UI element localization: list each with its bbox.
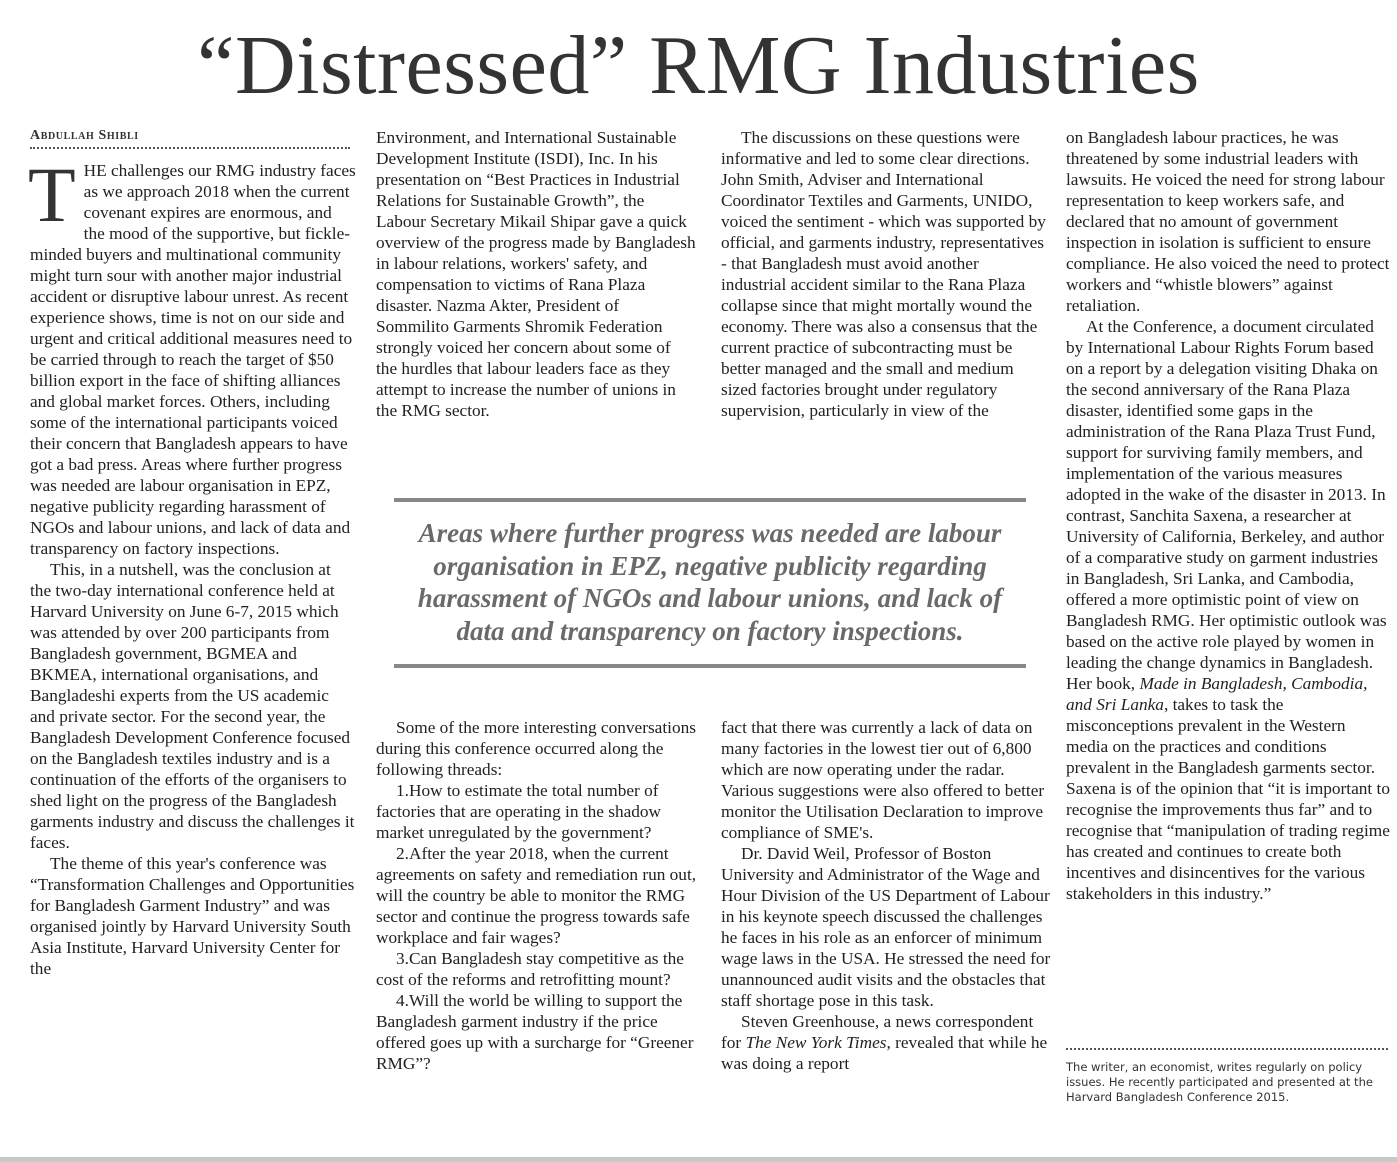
col4-paragraph-2 [1066,316,1392,904]
pull-quote: Areas where further progress was needed are labour organisation in EPZ, negative publicity regarding harassment of NGOs and labour unions, and lack of data and transparency on factory inspections. [394,498,1026,668]
col2-bottom-question-4: 4.Will the world be willing to support the Bangladesh garment industry if the price offered goes up with a surcharge for “Greener RMG”? [376,991,694,1073]
col2-bottom-question-1: 1.How to estimate the total number of factories that are operating in the shadow market unregulated by the government? [376,781,662,842]
column-4 [1066,127,1392,904]
col4-paragraph-1: on Bangladesh labour practices, he was threatened by some industrial leaders with lawsuits. He voiced the need for strong labour representation to keep workers safe, and declared that no amount of government inspection in isolation is sufficient to ensure compliance. He also voiced the need to protect workers and “whistle blowers” against retaliation. [1066,128,1390,315]
headline: “Distressed” RMG Industries [197,19,1200,112]
col4-paragraph-2-a: At the Conference, a document circulated by International Labour Rights Forum based on a report by a delegation visiting Dhaka on the second anniversary of the Rana Plaza disaster, identified some gaps in the administration of the Rana Plaza Trust Fund, support for surviving family members, and implementation of the various measures adopted in the wake of the disaster in 2013. In contrast, Sanchita Saxena, a researcher at University of California, Berkeley, and author of a comparative study on garment industries in Bangladesh, Sri Lanka, and Cambodia, offered a more optimistic point of view on Bangladesh RMG. Her optimistic outlook was based on the active role played by women in leading the change dynamics in Bangladesh. Her book, [1066,317,1387,693]
col3-bottom-paragraph-2: Dr. David Weil, Professor of Boston University and Administrator of the Wage and Hour Division of the US Department of Labour in his keynote speech discussed the challenges he faces in his role as an enforcer of minimum wage laws in the USA. He stressed the need for unannounced audit visits and the obstacles that staff shortage pose in this task. [721,844,1051,1010]
drop-cap: T [28,151,76,238]
col2-bottom-question-2: 2.After the year 2018, when the current agreements on safety and remediation run out, will the country be able to monitor the RMG sector and continue the progress towards safe workplace and fair wages? [376,844,697,947]
column-3-bottom [721,717,1051,1074]
bottom-border [0,1157,1397,1162]
col2-bottom-question-3: 3.Can Bangladesh stay competitive as the cost of the reforms and retrofitting mount? [376,949,684,989]
column-2-bottom [376,717,702,1074]
col3-top-paragraph-1: The discussions on these questions were informative and led to some clear directions. John Smith, Adviser and International Coordinator Textiles and Garments, UNIDO, voiced the sentiment - which was supported by official, and garments industry, representatives - that Bangladesh must avoid another industrial accident similar to the Rana Plaza collapse since that might mortally wound the economy. There was also a consensus that the current practice of subcontracting must be better managed and the small and medium sized factories brought under regulatory supervision, particularly in view of the [721,128,1046,420]
publication-name: The New York Times [745,1033,887,1052]
col2-top-paragraph-1: Environment, and International Sustainable Development Institute (ISDI), Inc. In his presentation on “Best Practices in Industrial Relations for Sustainable Growth”, the Labour Secretary Mikail Shipar gave a quick overview of the progress made by Bangladesh in labour relations, workers' safety, and compensation to victims of Rana Plaza disaster. Nazma Akter, President of Sommilito Garments Shromik Federation strongly voiced her concern about some of the hurdles that labour leaders face as they attempt to increase the number of unions in the RMG sector. [376,128,696,420]
col3-bottom-paragraph-3 [721,1011,1051,1074]
col1-paragraph-3: The theme of this year's conference was “Transformation Challenges and Opportunities for Bangladesh Garment Industry” and was organised jointly by Harvard University South Asia Institute, Harvard University Center for the [30,854,355,978]
column-3-top [721,127,1047,421]
col2-bottom-paragraph-1: Some of the more interesting conversations during this conference occurred along the following threads: [376,718,696,779]
col1-paragraph-2: This, in a nutshell, was the conclusion at the two-day international conference held at Harvard University on June 6-7, 2015 which was attended by over 200 participants from Bangladesh government, BGMEA and BKMEA, international organisations, and Bangladeshi experts from the US academic and private sector. For the second year, the Bangladesh Development Conference focused on the Bangladesh textiles industry and is a continuation of the efforts of the organisers to shed light on the progress of the Bangladesh garments industry and discuss the challenges it faces. [30,560,355,852]
book-title: Made in Bangladesh, Cambodia, and Sri Lanka [1066,674,1368,714]
col3-bottom-paragraph-3-a: Steven Greenhouse, a news correspondent for [721,1012,1034,1052]
author-note: The writer, an economist, writes regularly on policy issues. He recently participated and presented at the Harvard Bangladesh Conference 2015. [1066,1048,1388,1105]
col3-bottom-paragraph-1: fact that there was currently a lack of data on many factories in the lowest tier out of 6,800 which are now operating under the radar. Various suggestions were also offered to better monitor the Utilisation Declaration to improve compliance of SME's. [721,718,1045,842]
col3-bottom-paragraph-3-b: , revealed that while he was doing a report [721,1033,1048,1073]
byline: Abdullah Shibli [30,128,350,149]
col4-paragraph-2-b: , takes to task the misconceptions prevalent in the Western media on the practices and conditions prevalent in the Bangladesh garments sector. Saxena is of the opinion that “it is important to recognise the improvements thus far” and to recognise that “manipulation of trading regime has created and continues to create both incentives and disincentives for the various stakeholders in this industry.” [1066,695,1390,903]
col1-paragraph-1 [28,151,356,559]
col1-paragraph-1-text: HE challenges our RMG industry faces as we approach 2018 when the current covenant expires are enormous, and the mood of the supportive, but fickle-minded buyers and multinational community might turn sour with another major industrial accident or disruptive labour unrest. As recent experience shows, time is not on our side and urgent and critical additional measures need to be carried through to reach the target of $50 billion export in the face of shifting alliances and global market forces. Others, including some of the international participants voiced their concern that Bangladesh appears to have got a bad press. Areas where further progress was needed are labour organisation in EPZ, negative publicity regarding harassment of NGOs and labour unions, and lack of data and transparency on factory inspections. [30,161,356,558]
column-1 [28,151,356,979]
column-2-top [376,127,696,421]
